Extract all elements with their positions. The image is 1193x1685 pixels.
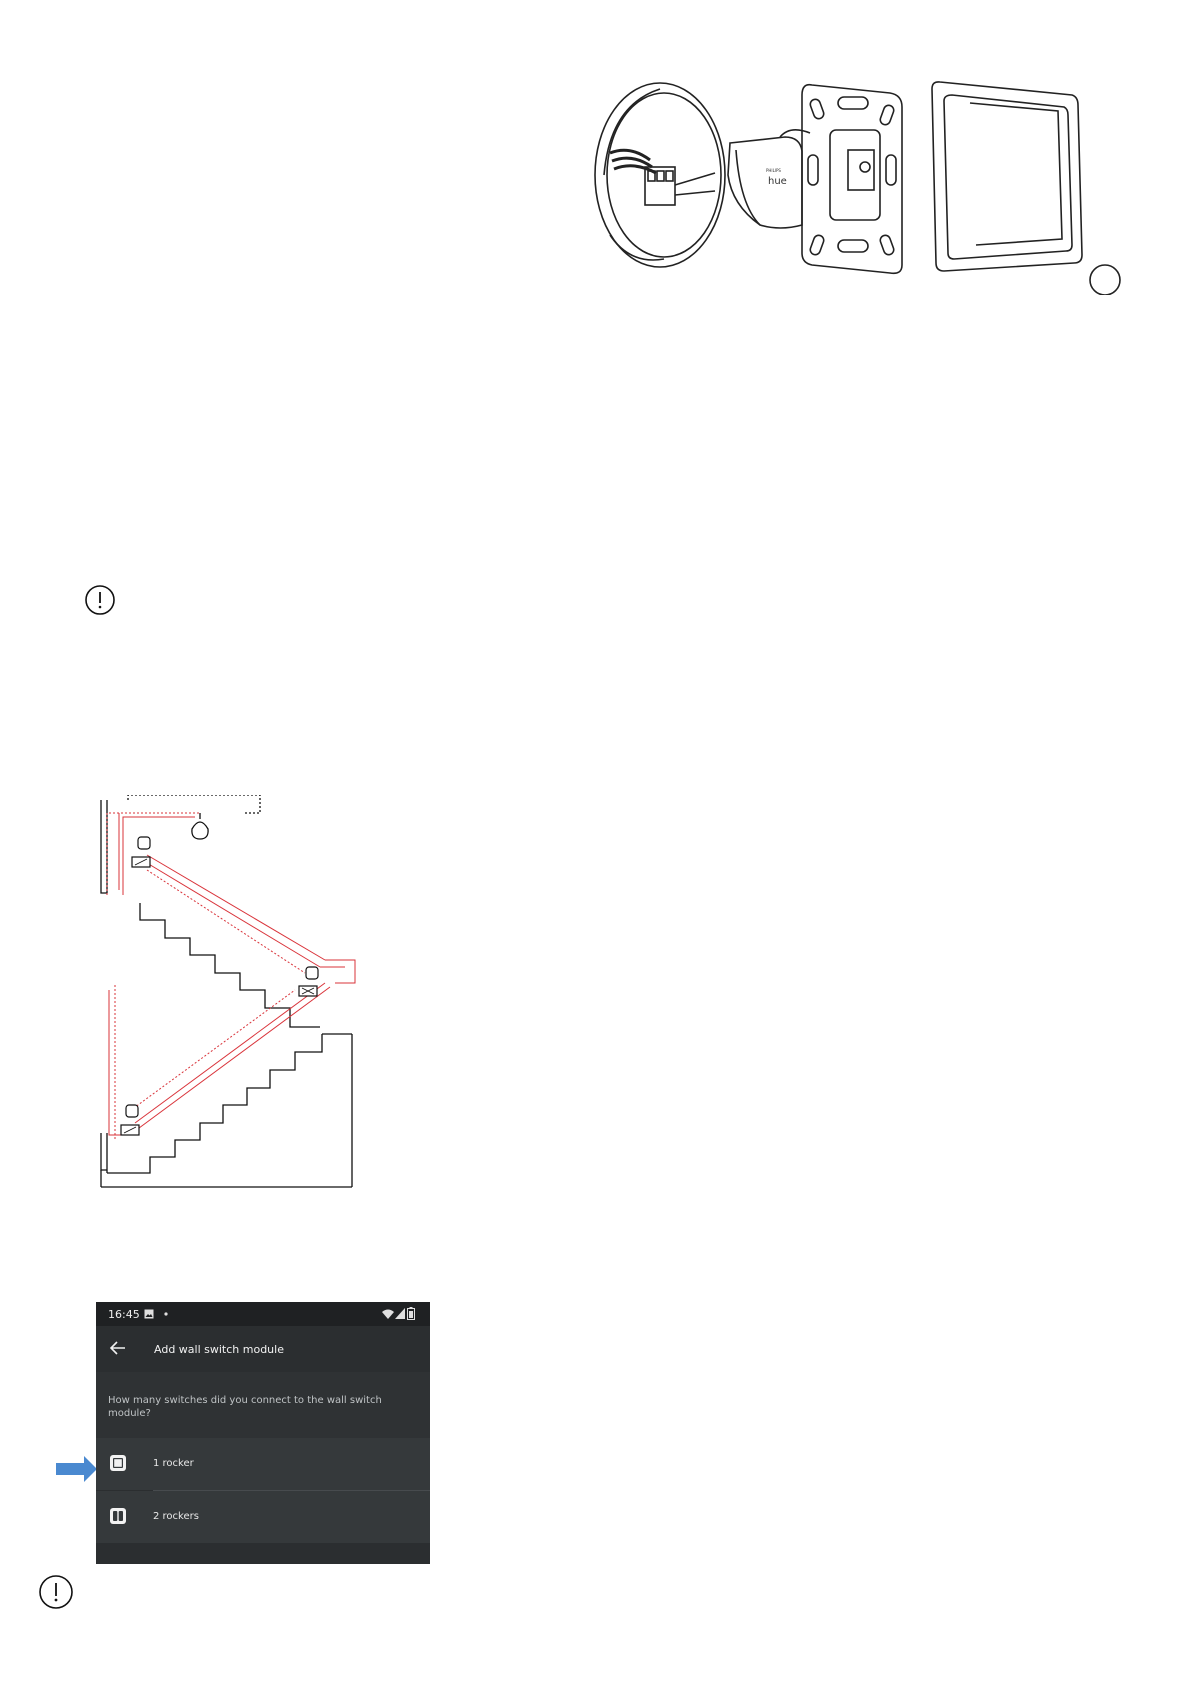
page-title: Add wall switch module — [154, 1343, 284, 1356]
app-screenshot — [96, 1302, 430, 1564]
signal-icon — [395, 1308, 405, 1320]
question-section — [96, 1372, 430, 1438]
warning-icon — [38, 1574, 74, 1610]
app-bar — [96, 1326, 430, 1372]
gallery-notification-icon — [144, 1309, 154, 1319]
single-rocker-icon — [109, 1454, 127, 1472]
option-label: 2 rockers — [153, 1511, 199, 1522]
option-label: 1 rocker — [153, 1458, 194, 1469]
pointer-arrow-icon — [56, 1455, 98, 1483]
double-rocker-icon — [109, 1507, 127, 1525]
assembly-illustration — [590, 75, 1150, 295]
question-text: How many switches did you connect to the wall switch module? — [108, 1395, 382, 1419]
svg-text:PHILIPS: PHILIPS — [766, 168, 781, 173]
option-2-rockers[interactable] — [96, 1491, 430, 1543]
status-time: 16:45 — [108, 1308, 140, 1321]
staircase-wiring-diagram — [95, 795, 365, 1195]
warning-icon — [84, 584, 116, 616]
back-arrow-icon[interactable] — [110, 1341, 126, 1355]
status-bar — [96, 1302, 430, 1326]
wifi-icon — [382, 1308, 394, 1320]
dot-icon — [164, 1312, 168, 1316]
option-1-rocker[interactable] — [96, 1438, 430, 1490]
svg-text:hue: hue — [768, 176, 787, 187]
battery-icon — [407, 1307, 415, 1320]
